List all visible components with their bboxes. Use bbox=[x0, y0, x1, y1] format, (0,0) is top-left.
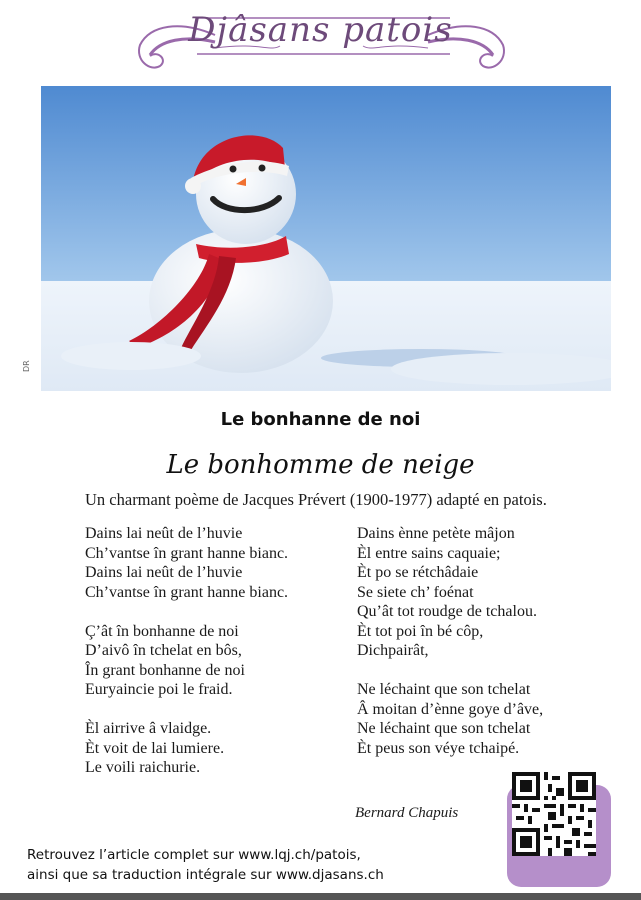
header-title: Djâsans patois bbox=[188, 10, 453, 50]
poem-line: Qu’ât tot roudge de tchalou. bbox=[357, 603, 537, 620]
stanza bbox=[85, 524, 345, 602]
qr-code-icon[interactable] bbox=[512, 772, 596, 856]
footer-line-2: ainsi que sa traduction intégrale sur www.djasans.ch bbox=[27, 867, 384, 883]
intro-text: Un charmant poème de Jacques Prévert (1900-1977) adapté en patois. bbox=[85, 490, 547, 509]
poem-right-column bbox=[357, 524, 607, 778]
poem-line: Ch’vantse în grant hanne bianc. bbox=[85, 583, 289, 601]
poem-line: Dains lai neût de l’huvie bbox=[85, 564, 243, 581]
author-name: Bernard Chapuis bbox=[355, 805, 459, 821]
poem-line: Ne léchaint que son tchelat bbox=[357, 720, 531, 737]
poem-line: Dains ènne petète mâjon bbox=[357, 525, 515, 542]
poem-line: D’aivô în tchelat en bôs, bbox=[85, 642, 242, 659]
poem-line: Èl entre sains caquaie; bbox=[357, 544, 501, 562]
poem-line: Èt tot poi în bé côp, bbox=[357, 622, 484, 640]
footer-text bbox=[27, 845, 384, 885]
poem-left-column bbox=[85, 524, 345, 797]
poem-line: În grant bonhanne de noi bbox=[85, 661, 245, 679]
title-patois: Le bonhanne de noi bbox=[220, 409, 421, 430]
title-french: Le bonhomme de neige bbox=[166, 450, 475, 480]
poem-line: Èt po se rétchâdaie bbox=[357, 564, 479, 581]
poem-line: Èl airrive â vlaidge. bbox=[85, 720, 212, 737]
poem-line: Le voili raichurie. bbox=[85, 759, 201, 776]
poem-line: Â moitan d’ènne goye d’âve, bbox=[357, 700, 544, 718]
bottom-edge bbox=[0, 893, 641, 900]
poem-line: Se siete ch’ foénat bbox=[357, 583, 474, 601]
poem-line: Ne léchaint que son tchelat bbox=[357, 681, 531, 698]
stanza bbox=[85, 719, 345, 778]
header-banner bbox=[0, 0, 641, 80]
poem-line: Euryaincie poi le fraid. bbox=[85, 681, 233, 698]
poem-line: Èt peus son véye tchaipé. bbox=[357, 739, 520, 757]
stanza bbox=[357, 680, 607, 758]
photo-credit: DR bbox=[22, 360, 31, 372]
footer-line-1: Retrouvez l’article complet sur www.lqj.ch/patois, bbox=[27, 847, 361, 863]
poem-line: Dichpairât, bbox=[357, 642, 429, 659]
poem-line: Dains lai neût de l’huvie bbox=[85, 525, 243, 542]
poem-line: Ch’vantse în grant hanne bianc. bbox=[85, 544, 289, 562]
snowman-photo bbox=[41, 86, 611, 391]
stanza bbox=[85, 622, 345, 700]
poem-line: Ç’ât în bonhanne de noi bbox=[85, 622, 239, 640]
stanza bbox=[357, 524, 607, 661]
poem-line: Èt voit de lai lumiere. bbox=[85, 739, 225, 757]
